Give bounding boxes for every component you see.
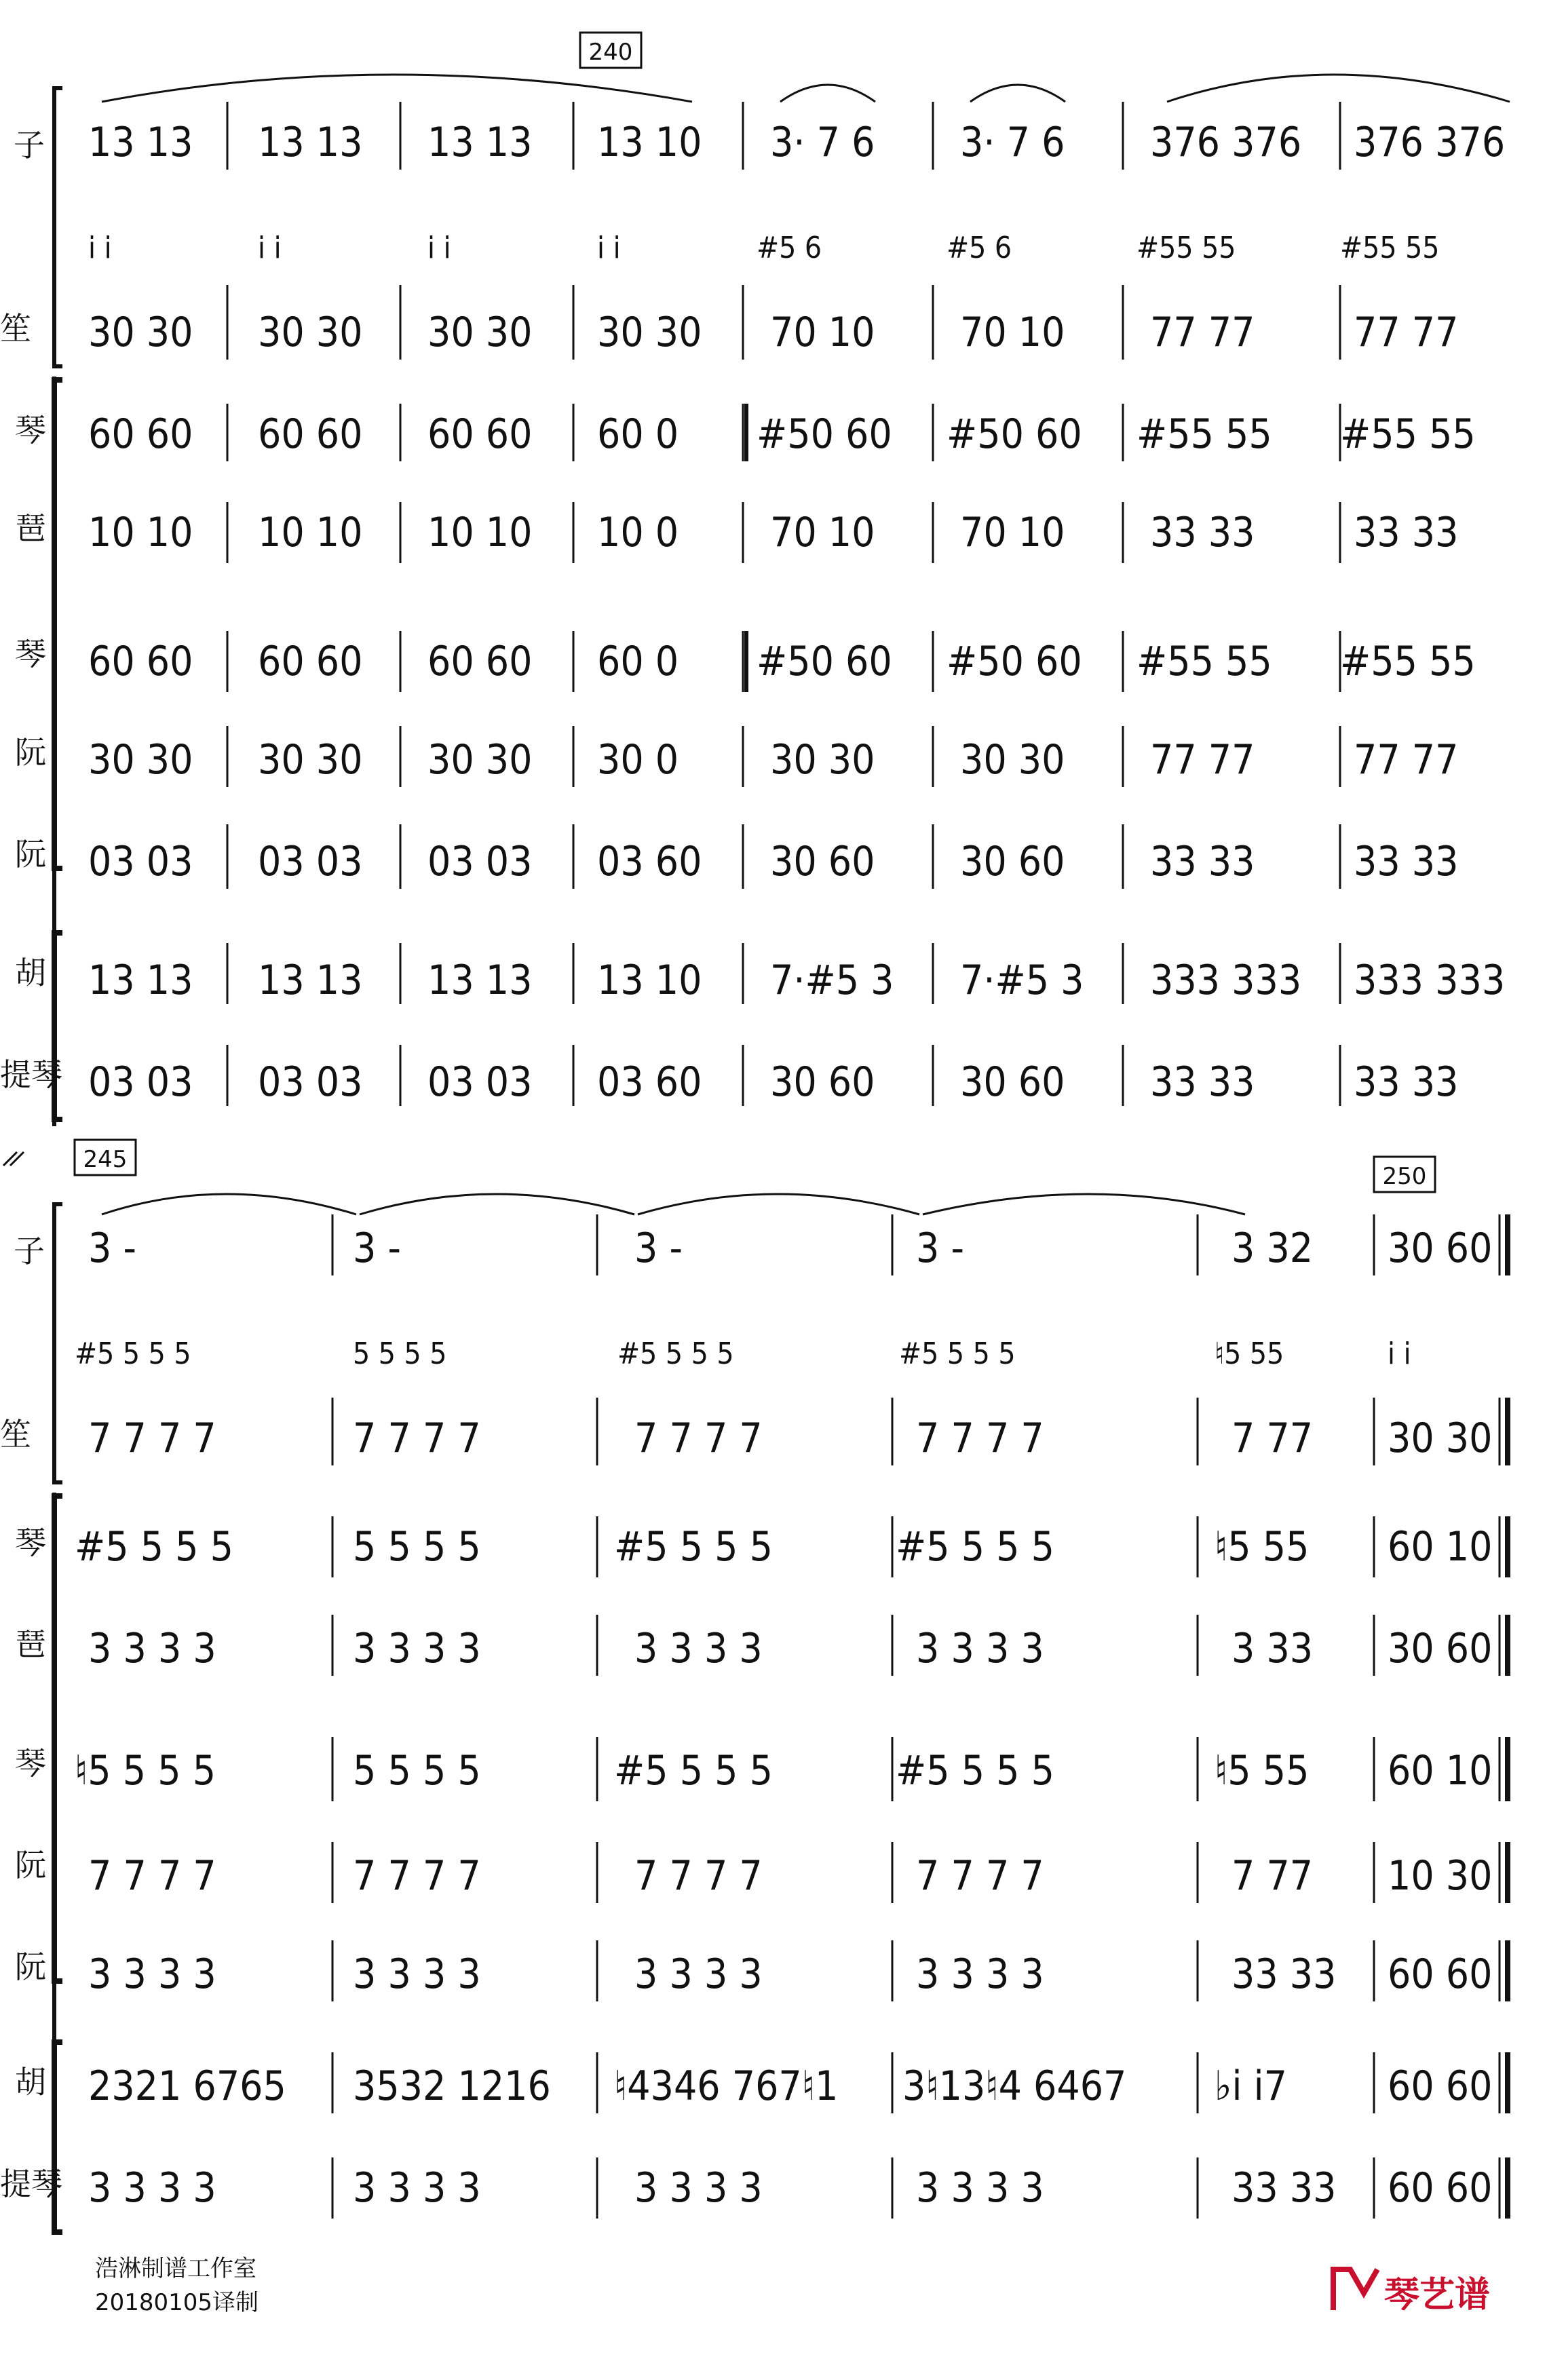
s2-dizi-m1: 3 - <box>88 1225 136 1272</box>
s2-zhongruan-m3: 7 7 7 7 <box>634 1852 763 1900</box>
s2-daruan-m4: 3 3 3 3 <box>916 1951 1044 1998</box>
s2-sheng-up-m6: i i <box>1388 1337 1411 1371</box>
label-dizi: 子 <box>14 127 45 164</box>
s2-sheng-up-m1: #5 5 5 5 <box>75 1337 191 1371</box>
s1-erhu-m8: 333 333 <box>1354 957 1506 1004</box>
s2-erhu-m1: 2321 6765 <box>88 2062 286 2110</box>
s1-yangqin-m2: 60 60 <box>258 410 363 458</box>
s1-sheng-up-m3: i i <box>427 231 451 265</box>
s1-pipa-m8: 33 33 <box>1354 509 1459 556</box>
s1-liuqin-m5: #50 60 <box>757 638 892 685</box>
s2-zhongruan-m5: 7 77 <box>1231 1852 1314 1900</box>
s1-yangqin-m3: 60 60 <box>427 410 533 458</box>
system-separator <box>3 1152 24 1166</box>
s2-daruan-m6: 60 60 <box>1388 1951 1493 1998</box>
label-sheng: 笙 <box>0 310 31 347</box>
label-zhongruan: 阮 <box>15 734 46 771</box>
s1-dizi-m8: 376 376 <box>1354 119 1506 166</box>
s1-cello-m3: 03 03 <box>427 1058 533 1106</box>
s2-sheng-lo-m1: 7 7 7 7 <box>88 1415 216 1462</box>
s2-liuqin-m2: 5 5 5 5 <box>353 1747 481 1794</box>
s1-dizi-m1: 13 13 <box>88 119 193 166</box>
logo-text: 琴艺谱 <box>1384 2275 1491 2316</box>
s1-sheng-up-m6: #5 6 <box>947 231 1012 265</box>
qinyipu-logo <box>1333 2269 1490 2316</box>
s2-erhu-m2: 3532 1216 <box>353 2062 551 2110</box>
s2-zhongruan-m2: 7 7 7 7 <box>353 1852 481 1900</box>
s1-dizi-m2: 13 13 <box>258 119 363 166</box>
s1-pipa-m4: 10 0 <box>597 509 679 556</box>
s1-cello-m1: 03 03 <box>88 1058 193 1106</box>
s1-daruan-m2: 03 03 <box>258 838 363 885</box>
s1-daruan-m8: 33 33 <box>1354 838 1459 885</box>
s1-dizi-m7: 376 376 <box>1150 119 1302 166</box>
s2-yangqin-m4: #5 5 5 5 <box>896 1523 1054 1571</box>
s2-cello-m5: 33 33 <box>1231 2164 1337 2212</box>
s1-sheng-lo-m3: 30 30 <box>427 309 533 356</box>
s1-erhu-m1: 13 13 <box>88 957 193 1004</box>
s2-liuqin-m1: ♮5 5 5 5 <box>75 1747 216 1794</box>
s2-sheng-lo-m2: 7 7 7 7 <box>353 1415 481 1462</box>
s2-liuqin-m6: 60 10 <box>1388 1747 1493 1794</box>
s2-pipa-m2: 3 3 3 3 <box>353 1625 481 1672</box>
s1-zhongruan-m6: 30 30 <box>960 736 1065 784</box>
s1-sheng-lo-m7: 77 77 <box>1150 309 1255 356</box>
s1-pipa-m3: 10 10 <box>427 509 533 556</box>
s2-pipa-m6: 30 60 <box>1388 1625 1493 1672</box>
s1-daruan-m3: 03 03 <box>427 838 533 885</box>
s1-pipa-m5: 70 10 <box>770 509 875 556</box>
s1-sheng-up-m2: i i <box>258 231 282 265</box>
s2-sheng-up-m2: 5 5 5 5 <box>353 1337 447 1371</box>
s1-cello-m2: 03 03 <box>258 1058 363 1106</box>
s1-pipa-m7: 33 33 <box>1150 509 1255 556</box>
s2-dizi-m3: 3 - <box>634 1225 683 1272</box>
s1-sheng-up-m4: i i <box>597 231 621 265</box>
s1-sheng-up-m5: #5 6 <box>757 231 822 265</box>
s2-liuqin-m5: ♮5 55 <box>1215 1747 1310 1794</box>
system-2-notes <box>75 1225 1492 2212</box>
s1-liuqin-m3: 60 60 <box>427 638 533 685</box>
s2-liuqin-m3: #5 5 5 5 <box>614 1747 773 1794</box>
s1-erhu-m5: 7·#5 3 <box>770 957 894 1004</box>
s2-cello-m4: 3 3 3 3 <box>916 2164 1044 2212</box>
studio-credit: 浩淋制谱工作室 <box>95 2255 256 2282</box>
s1-zhongruan-m7: 77 77 <box>1150 736 1255 784</box>
s2-erhu-m3: ♮4346 767♮1 <box>614 2062 839 2110</box>
s2-pipa-m3: 3 3 3 3 <box>634 1625 763 1672</box>
label-yangqin-2: 琴 <box>15 1524 46 1561</box>
s2-dizi-m5: 3 32 <box>1231 1225 1314 1272</box>
s2-sheng-up-m5: ♮5 55 <box>1215 1337 1284 1371</box>
s1-erhu-m6: 7·#5 3 <box>960 957 1084 1004</box>
label-daruan-2: 阮 <box>15 1949 46 1985</box>
s1-dizi-m3: 13 13 <box>427 119 533 166</box>
s2-dizi-m2: 3 - <box>353 1225 401 1272</box>
rehearsal-mark-245: 245 <box>83 1146 128 1173</box>
label-liuqin-2: 琴 <box>15 1745 46 1782</box>
s2-yangqin-m6: 60 10 <box>1388 1523 1493 1571</box>
s1-dizi-m4: 13 10 <box>597 119 702 166</box>
s1-dizi-m6: 3· 7 6 <box>960 119 1065 166</box>
label-pipa: 琶 <box>15 510 46 547</box>
s2-erhu-m4: 3♮13♮4 6467 <box>902 2062 1127 2110</box>
s1-sheng-lo-m4: 30 30 <box>597 309 702 356</box>
s2-zhongruan-m6: 10 30 <box>1388 1852 1493 1900</box>
s2-daruan-m3: 3 3 3 3 <box>634 1951 763 1998</box>
s1-sheng-up-m8: #55 55 <box>1340 231 1440 265</box>
s2-daruan-m1: 3 3 3 3 <box>88 1951 216 1998</box>
s1-pipa-m1: 10 10 <box>88 509 193 556</box>
label-erhu: 胡 <box>15 955 46 991</box>
s2-cello-m3: 3 3 3 3 <box>634 2164 763 2212</box>
s2-pipa-m1: 3 3 3 3 <box>88 1625 216 1672</box>
s1-zhongruan-m1: 30 30 <box>88 736 193 784</box>
s2-yangqin-m2: 5 5 5 5 <box>353 1523 481 1571</box>
s1-zhongruan-m3: 30 30 <box>427 736 533 784</box>
s1-liuqin-m2: 60 60 <box>258 638 363 685</box>
s2-cello-m1: 3 3 3 3 <box>88 2164 216 2212</box>
s1-sheng-up-m1: i i <box>88 231 112 265</box>
s1-daruan-m1: 03 03 <box>88 838 193 885</box>
s1-sheng-lo-m5: 70 10 <box>770 309 875 356</box>
s2-sheng-lo-m6: 30 30 <box>1388 1415 1493 1462</box>
label-dizi-2: 子 <box>14 1233 45 1269</box>
s2-liuqin-m4: #5 5 5 5 <box>896 1747 1054 1794</box>
s1-cello-m8: 33 33 <box>1354 1058 1459 1106</box>
s2-pipa-m4: 3 3 3 3 <box>916 1625 1044 1672</box>
s2-zhongruan-m4: 7 7 7 7 <box>916 1852 1044 1900</box>
s1-cello-m6: 30 60 <box>960 1058 1065 1106</box>
s1-sheng-up-m7: #55 55 <box>1137 231 1236 265</box>
s2-pipa-m5: 3 33 <box>1231 1625 1314 1672</box>
s2-erhu-m5: ♭i i7 <box>1215 2062 1287 2110</box>
s1-yangqin-m7: #55 55 <box>1137 410 1272 458</box>
label-zhongruan-2: 阮 <box>15 1847 46 1883</box>
label-erhu-2: 胡 <box>15 2064 46 2100</box>
label-pipa-2: 琶 <box>15 1626 46 1663</box>
label-sheng-2: 笙 <box>0 1416 31 1453</box>
translation-date: 20180105译制 <box>95 2289 259 2316</box>
s1-yangqin-m1: 60 60 <box>88 410 193 458</box>
label-yangqin: 琴 <box>15 412 46 448</box>
s2-cello-m2: 3 3 3 3 <box>353 2164 481 2212</box>
s2-yangqin-m5: ♮5 55 <box>1215 1523 1310 1571</box>
s1-sheng-lo-m1: 30 30 <box>88 309 193 356</box>
s1-yangqin-m6: #50 60 <box>947 410 1082 458</box>
s1-sheng-lo-m6: 70 10 <box>960 309 1065 356</box>
s1-zhongruan-m5: 30 30 <box>770 736 875 784</box>
s2-sheng-up-m3: #5 5 5 5 <box>617 1337 734 1371</box>
rehearsal-mark-250: 250 <box>1382 1163 1427 1190</box>
s1-liuqin-m8: #55 55 <box>1340 638 1476 685</box>
s1-cello-m4: 03 60 <box>597 1058 702 1106</box>
s1-pipa-m6: 70 10 <box>960 509 1065 556</box>
s1-zhongruan-m2: 30 30 <box>258 736 363 784</box>
s1-daruan-m4: 03 60 <box>597 838 702 885</box>
s2-dizi-m6: 30 60 <box>1388 1225 1493 1272</box>
label-cello-2: 提琴 <box>0 2166 62 2202</box>
s2-daruan-m2: 3 3 3 3 <box>353 1951 481 1998</box>
s2-cello-m6: 60 60 <box>1388 2164 1493 2212</box>
s2-dizi-m4: 3 - <box>916 1225 964 1272</box>
s1-cello-m7: 33 33 <box>1150 1058 1255 1106</box>
s1-zhongruan-m4: 30 0 <box>597 736 679 784</box>
system-1-notes <box>88 119 1505 1106</box>
s1-liuqin-m6: #50 60 <box>947 638 1082 685</box>
s1-yangqin-m8: #55 55 <box>1340 410 1476 458</box>
s2-sheng-lo-m3: 7 7 7 7 <box>634 1415 763 1462</box>
s1-sheng-lo-m8: 77 77 <box>1354 309 1459 356</box>
s2-yangqin-m1: #5 5 5 5 <box>75 1523 233 1571</box>
s2-sheng-up-m4: #5 5 5 5 <box>899 1337 1016 1371</box>
label-daruan: 阮 <box>15 836 46 872</box>
s1-liuqin-m1: 60 60 <box>88 638 193 685</box>
s1-zhongruan-m8: 77 77 <box>1354 736 1459 784</box>
s1-yangqin-m4: 60 0 <box>597 410 679 458</box>
s2-erhu-m6: 60 60 <box>1388 2062 1493 2110</box>
s1-sheng-lo-m2: 30 30 <box>258 309 363 356</box>
s1-yangqin-m5: #50 60 <box>757 410 892 458</box>
s2-yangqin-m3: #5 5 5 5 <box>614 1523 773 1571</box>
s1-cello-m5: 30 60 <box>770 1058 875 1106</box>
s2-sheng-lo-m4: 7 7 7 7 <box>916 1415 1044 1462</box>
s1-daruan-m6: 30 60 <box>960 838 1065 885</box>
s1-daruan-m5: 30 60 <box>770 838 875 885</box>
s1-dizi-m5: 3· 7 6 <box>770 119 875 166</box>
label-liuqin: 琴 <box>15 636 46 672</box>
s2-zhongruan-m1: 7 7 7 7 <box>88 1852 216 1900</box>
label-cello: 提琴 <box>0 1056 62 1093</box>
s2-daruan-m5: 33 33 <box>1231 1951 1337 1998</box>
s1-pipa-m2: 10 10 <box>258 509 363 556</box>
s1-erhu-m7: 333 333 <box>1150 957 1302 1004</box>
s1-daruan-m7: 33 33 <box>1150 838 1255 885</box>
rehearsal-mark-240: 240 <box>588 39 633 66</box>
s1-erhu-m2: 13 13 <box>258 957 363 1004</box>
s1-liuqin-m7: #55 55 <box>1137 638 1272 685</box>
s1-erhu-m4: 13 10 <box>597 957 702 1004</box>
s1-liuqin-m4: 60 0 <box>597 638 679 685</box>
s1-erhu-m3: 13 13 <box>427 957 533 1004</box>
s2-sheng-lo-m5: 7 77 <box>1231 1415 1314 1462</box>
